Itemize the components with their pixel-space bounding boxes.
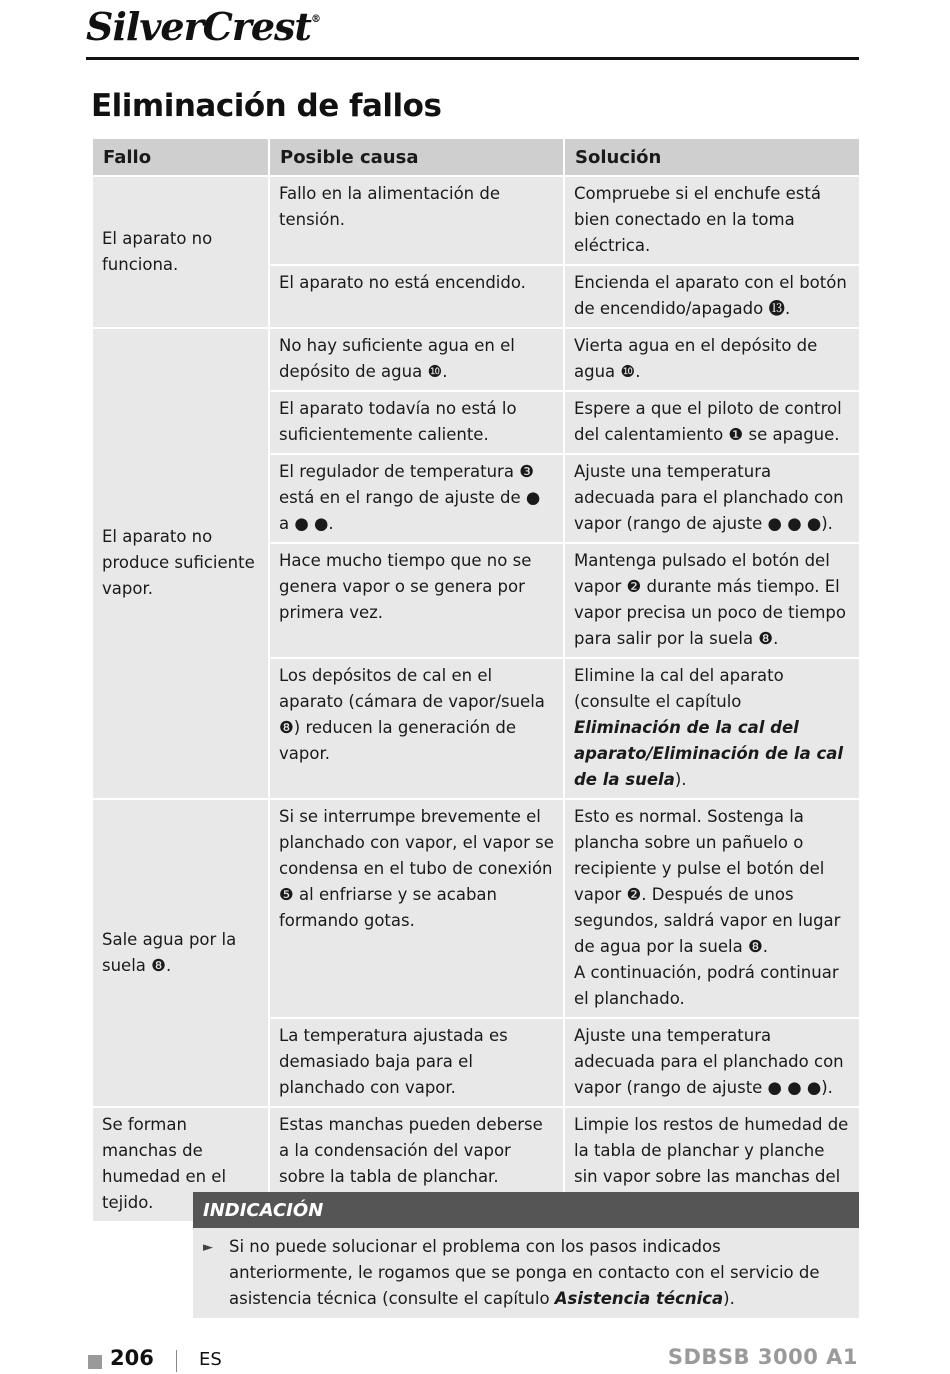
chapter-reference: Asistencia técnica: [554, 1289, 724, 1308]
table-row: [92, 176, 860, 265]
solution-cell: Ajuste una temperatura adecuada para el planchado con vapor (rango de ajuste ● ● ●).: [564, 454, 860, 543]
header-cause: Posible causa: [269, 138, 564, 176]
table-header-row: [92, 138, 860, 176]
cause-cell: No hay suficiente agua en el depósito de agua ❿.: [269, 328, 564, 391]
solution-cell: Encienda el aparato con el botón de encendido/apagado ⓭.: [564, 265, 860, 328]
brand-logo: SilverCrest®: [86, 4, 320, 49]
troubleshooting-table: [91, 137, 861, 1223]
page-number: 206: [110, 1346, 154, 1370]
chapter-reference: Eliminación de la cal del aparato/Eliminación de la cal de la suela: [574, 718, 844, 789]
note-box: [193, 1192, 859, 1318]
solution-cell: Vierta agua en el depósito de agua ❿.: [564, 328, 860, 391]
solution-text: ).: [674, 770, 687, 789]
solution-cell: [564, 658, 860, 799]
bullet-arrow-icon: ►: [203, 1240, 213, 1255]
footer-divider: [176, 1350, 177, 1372]
fault-cell: El aparato no produce suficiente vapor.: [92, 328, 269, 799]
fault-cell: Se forman manchas de humedad en el tejido.: [92, 1107, 269, 1222]
solution-text: Esto es normal. Sostenga la plancha sobre un pañuelo o recipiente y pulse el botón del vapor ❷. Después de unos segundos, saldrá vapor en lugar de agua por la suela ❽.: [574, 807, 841, 956]
table-row: [92, 799, 860, 1018]
cause-cell: Estas manchas pueden deberse a la condensación del vapor sobre la tabla de planchar.: [269, 1107, 564, 1222]
solution-cell: Compruebe si el enchufe está bien conectado en la toma eléctrica.: [564, 176, 860, 265]
solution-text: Elimine la cal del aparato (consulte el capítulo: [574, 666, 784, 711]
page-title: Eliminación de fallos: [91, 88, 442, 124]
header-solution: Solución: [564, 138, 860, 176]
model-number: SDBSB 3000 A1: [667, 1345, 858, 1369]
cause-cell: Los depósitos de cal en el aparato (cámara de vapor/suela ❽) reducen la generación de vapor.: [269, 658, 564, 799]
header-fault: Fallo: [92, 138, 269, 176]
note-heading: INDICACIÓN: [193, 1192, 859, 1228]
note-body: [193, 1228, 859, 1318]
header-rule: [86, 57, 859, 60]
cause-cell: Hace mucho tiempo que no se genera vapor o se genera por primera vez.: [269, 543, 564, 658]
cause-cell: El regulador de temperatura ❸ está en el rango de ajuste de ● a ● ●.: [269, 454, 564, 543]
cause-cell: Si se interrumpe brevemente el planchado con vapor, el vapor se condensa en el tubo de conexión ❺ al enfriarse y se acaban formando gotas.: [269, 799, 564, 1018]
solution-cell: Mantenga pulsado el botón del vapor ❷ durante más tiempo. El vapor precisa un poco de tiempo para salir por la suela ❽.: [564, 543, 860, 658]
cause-cell: La temperatura ajustada es demasiado baja para el planchado con vapor.: [269, 1018, 564, 1107]
solution-cell: [564, 799, 860, 1018]
cause-cell: El aparato no está encendido.: [269, 265, 564, 328]
fault-cell: Sale agua por la suela ❽.: [92, 799, 269, 1107]
table-row: [92, 328, 860, 391]
solution-text: A continuación, podrá continuar el planchado.: [574, 963, 839, 1008]
solution-cell: Espere a que el piloto de control del calentamiento ❶ se apague.: [564, 391, 860, 454]
page-marker-icon: [88, 1355, 102, 1369]
cause-cell: El aparato todavía no está lo suficientemente caliente.: [269, 391, 564, 454]
language-code: ES: [199, 1349, 222, 1370]
cause-cell: Fallo en la alimentación de tensión.: [269, 176, 564, 265]
solution-cell: Limpie los restos de humedad de la tabla de planchar y planche sin vapor sobre las manchas del: [564, 1107, 860, 1222]
solution-cell: Ajuste una temperatura adecuada para el planchado con vapor (rango de ajuste ● ● ●).: [564, 1018, 860, 1107]
fault-cell: El aparato no funciona.: [92, 176, 269, 328]
note-text: Si no puede solucionar el problema con los pasos indicados anteriormente, le rogamos que se ponga en contacto con el servicio de asistencia técnica (consulte el capítulo Asistencia técnica).: [229, 1237, 820, 1308]
